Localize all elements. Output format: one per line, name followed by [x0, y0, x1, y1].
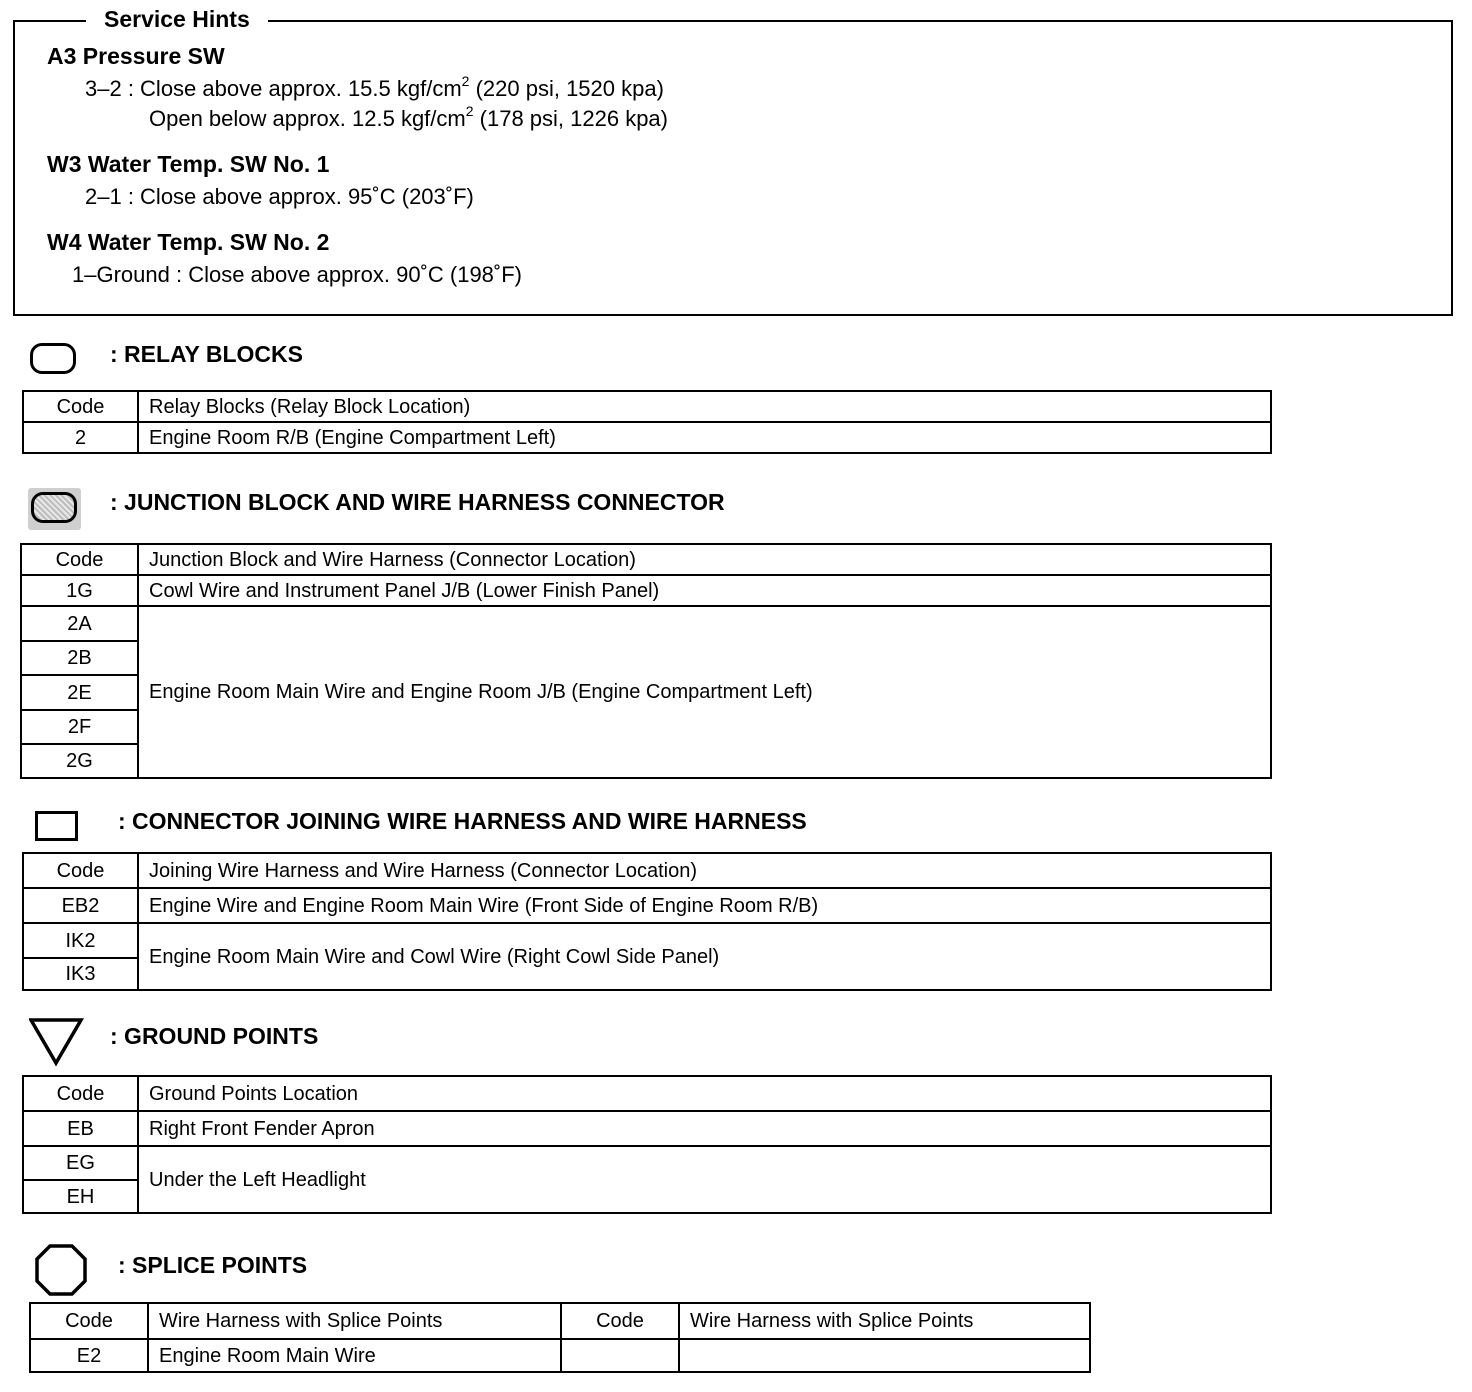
code-cell: EB — [23, 1111, 138, 1146]
desc-cell: Engine Wire and Engine Room Main Wire (Front Side of Engine Room R/B) — [138, 888, 1271, 923]
ground-points-table — [22, 1075, 1272, 1214]
code-header: Code — [23, 1076, 138, 1111]
junction-block-icon — [31, 492, 77, 523]
desc-cell-merged: Engine Room Main Wire and Engine Room J/B (Engine Compartment Left) — [138, 606, 1271, 778]
code-cell: IK2 — [23, 923, 138, 958]
code-cell: 2F — [21, 710, 138, 744]
ground-point-icon — [29, 1017, 85, 1067]
hint-line-a3-2: Open below approx. 12.5 kgf/$cm^2$ (178 psi, 1226 kpa) — [149, 103, 668, 131]
table-row — [23, 1111, 1271, 1146]
desc-header: Wire Harness with Splice Points — [679, 1303, 1090, 1339]
connectors-table — [22, 852, 1272, 991]
code-cell: 2E — [21, 675, 138, 710]
table-row — [23, 1146, 1271, 1180]
desc-header: Junction Block and Wire Harness (Connector Location) — [138, 544, 1271, 575]
table-row — [23, 923, 1271, 958]
code-cell: 2A — [21, 606, 138, 641]
desc-cell: Right Front Fender Apron — [138, 1111, 1271, 1146]
table-header-row — [21, 544, 1271, 575]
table-row — [30, 1339, 1090, 1372]
desc-cell-merged: Engine Room Main Wire and Cowl Wire (Right Cowl Side Panel) — [138, 923, 1271, 990]
code-header: Code — [561, 1303, 679, 1339]
table-header-row — [23, 853, 1271, 888]
table-row — [23, 422, 1271, 453]
code-cell: 2B — [21, 641, 138, 675]
desc-cell-merged: Under the Left Headlight — [138, 1146, 1271, 1213]
connector-icon — [35, 811, 78, 841]
hint-heading-w4: W4 Water Temp. SW No. 2 — [47, 229, 330, 255]
hint-heading-a3: A3 Pressure SW — [47, 43, 225, 69]
desc-header: Joining Wire Harness and Wire Harness (Connector Location) — [138, 853, 1271, 888]
code-header: Code — [30, 1303, 148, 1339]
desc-cell: Engine Room Main Wire — [148, 1339, 561, 1372]
hint-heading-w3: W3 Water Temp. SW No. 1 — [47, 151, 330, 177]
relay-blocks-table — [22, 390, 1272, 454]
desc-cell: Cowl Wire and Instrument Panel J/B (Lower Finish Panel) — [138, 575, 1271, 606]
relay-blocks-heading: : RELAY BLOCKS — [110, 341, 303, 367]
desc-header: Ground Points Location — [138, 1076, 1271, 1111]
table-row — [23, 888, 1271, 923]
code-cell: EH — [23, 1180, 138, 1213]
code-cell: E2 — [30, 1339, 148, 1372]
table-row — [21, 606, 1271, 641]
table-row — [21, 575, 1271, 606]
desc-header: Relay Blocks (Relay Block Location) — [138, 391, 1271, 422]
connectors-heading: : CONNECTOR JOINING WIRE HARNESS AND WIRE HARNESS — [118, 808, 807, 834]
splice-point-icon — [34, 1243, 88, 1297]
code-cell: 2G — [21, 744, 138, 778]
desc-cell — [679, 1339, 1090, 1372]
splice-points-heading: : SPLICE POINTS — [118, 1252, 308, 1278]
code-header: Code — [23, 853, 138, 888]
junction-blocks-table — [20, 543, 1272, 779]
hint-line-w3-1: 2–1 : Close above approx. 95˚C (203˚F) — [85, 184, 474, 209]
relay-block-icon — [30, 343, 76, 374]
table-header-row — [30, 1303, 1090, 1339]
hint-line-a3-1: 3–2 : Close above approx. 15.5 kgf/$cm^2$ (220 psi, 1520 kpa) — [85, 73, 664, 101]
code-cell — [561, 1339, 679, 1372]
table-header-row — [23, 1076, 1271, 1111]
splice-points-table — [29, 1302, 1091, 1373]
code-header: Code — [21, 544, 138, 575]
desc-header: Wire Harness with Splice Points — [148, 1303, 561, 1339]
code-cell: IK3 — [23, 958, 138, 990]
code-header: Code — [23, 391, 138, 422]
code-cell: EB2 — [23, 888, 138, 923]
junction-blocks-heading: : JUNCTION BLOCK AND WIRE HARNESS CONNECTOR — [110, 489, 725, 515]
code-cell: 1G — [21, 575, 138, 606]
desc-cell: Engine Room R/B (Engine Compartment Left) — [138, 422, 1271, 453]
code-cell: EG — [23, 1146, 138, 1180]
hint-line-w4-1: 1–Ground : Close above approx. 90˚C (198˚F) — [72, 262, 523, 287]
service-hints-title: Service Hints — [86, 5, 268, 33]
table-header-row — [23, 391, 1271, 422]
code-cell: 2 — [23, 422, 138, 453]
ground-points-heading: : GROUND POINTS — [110, 1023, 319, 1049]
